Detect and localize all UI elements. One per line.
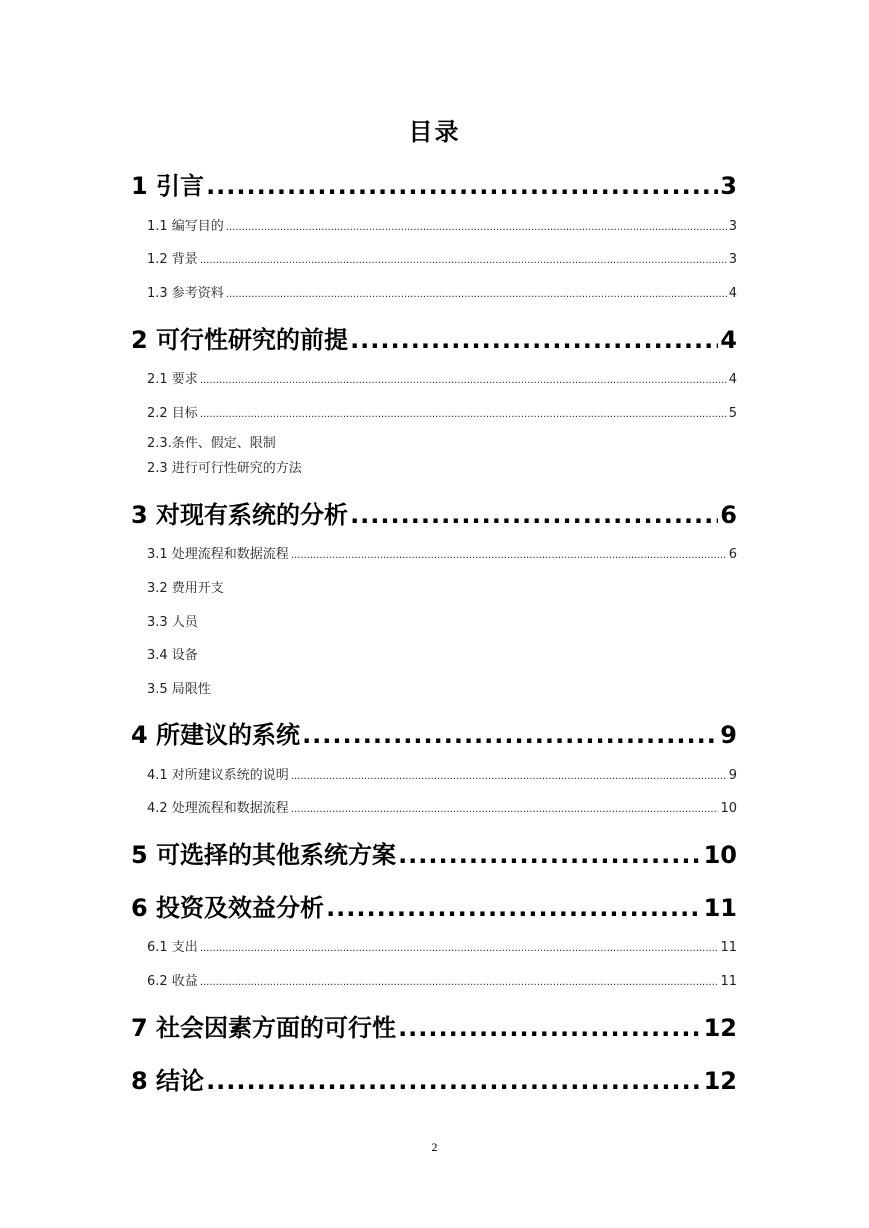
leader-dots bbox=[398, 841, 702, 869]
toc-page: 11 bbox=[720, 940, 737, 955]
leader-dots bbox=[350, 326, 718, 354]
toc-page: 10 bbox=[703, 841, 737, 869]
toc-page: 6 bbox=[720, 501, 737, 529]
toc-label: 1.2 背景 bbox=[147, 252, 198, 267]
toc-entry-3-1[interactable] bbox=[147, 543, 737, 562]
leader-dots bbox=[302, 721, 718, 749]
toc-entry-8[interactable] bbox=[131, 1061, 737, 1096]
leader-dots bbox=[206, 172, 718, 200]
toc-entry-5[interactable] bbox=[131, 835, 737, 870]
leader-dots bbox=[200, 255, 727, 266]
toc-label: 8 结论 bbox=[131, 1067, 205, 1095]
leader-dots bbox=[350, 501, 718, 529]
toc-page: 10 bbox=[720, 801, 737, 816]
toc-entry-2-3[interactable]: 2.3.条件、假定、限制 bbox=[147, 436, 276, 451]
toc-label: 6.1 支出 bbox=[147, 940, 198, 955]
toc-label: 1 引言 bbox=[131, 172, 205, 200]
toc-label: 6.2 收益 bbox=[147, 974, 198, 989]
toc-entry-3-4[interactable]: 3.4 设备 bbox=[147, 648, 198, 663]
toc-page: 9 bbox=[728, 768, 737, 783]
toc-entry-2-4[interactable]: 2.3 进行可行性研究的方法 bbox=[147, 461, 302, 476]
toc-label: 4 所建议的系统 bbox=[131, 721, 301, 749]
toc-label: 1.3 参考资料 bbox=[147, 286, 224, 301]
toc-page: 3 bbox=[720, 172, 737, 200]
toc-entry-4-2[interactable] bbox=[147, 797, 737, 816]
toc-label: 3.1 处理流程和数据流程 bbox=[147, 547, 289, 562]
toc-page: 6 bbox=[728, 547, 737, 562]
toc-entry-6[interactable] bbox=[131, 888, 737, 923]
leader-dots bbox=[291, 771, 727, 782]
toc-page: 11 bbox=[703, 894, 737, 922]
toc-page: 12 bbox=[703, 1067, 737, 1095]
leader-dots bbox=[200, 375, 727, 386]
toc-page: 12 bbox=[703, 1014, 737, 1042]
toc-label: 3 对现有系统的分析 bbox=[131, 501, 349, 529]
toc-entry-4[interactable] bbox=[131, 715, 737, 750]
page-number: 2 bbox=[431, 1140, 438, 1154]
toc-page: 9 bbox=[720, 721, 737, 749]
toc-label: 4.2 处理流程和数据流程 bbox=[147, 801, 289, 816]
toc-label: 7 社会因素方面的可行性 bbox=[131, 1014, 397, 1042]
toc-page: 4 bbox=[728, 286, 737, 301]
toc-page: 4 bbox=[720, 326, 737, 354]
toc-label: 5 可选择的其他系统方案 bbox=[131, 841, 397, 869]
toc-entry-2-2[interactable] bbox=[147, 402, 737, 421]
leader-dots bbox=[206, 1067, 702, 1095]
leader-dots bbox=[291, 804, 719, 815]
leader-dots bbox=[200, 409, 727, 420]
toc-page: 4 bbox=[728, 372, 737, 387]
toc-entry-1-2[interactable] bbox=[147, 248, 737, 267]
toc-page: 3 bbox=[728, 219, 737, 234]
toc-label: 4.1 对所建议系统的说明 bbox=[147, 768, 289, 783]
toc-label: 2 可行性研究的前提 bbox=[131, 326, 349, 354]
toc-entry-1-1[interactable] bbox=[147, 215, 737, 234]
toc-page: 11 bbox=[720, 974, 737, 989]
toc-label: 6 投资及效益分析 bbox=[131, 894, 325, 922]
leader-dots bbox=[226, 289, 727, 300]
leader-dots bbox=[200, 943, 719, 954]
toc-page: 5 bbox=[728, 406, 737, 421]
toc-page: 3 bbox=[728, 252, 737, 267]
leader-dots bbox=[291, 550, 727, 561]
toc-entry-1-3[interactable] bbox=[147, 282, 737, 301]
toc-entry-3[interactable] bbox=[131, 495, 737, 530]
toc-entry-1[interactable] bbox=[131, 166, 737, 201]
toc-entry-3-2[interactable]: 3.2 费用开支 bbox=[147, 581, 224, 596]
toc-entry-6-2[interactable] bbox=[147, 970, 737, 989]
leader-dots bbox=[326, 894, 702, 922]
leader-dots bbox=[226, 222, 727, 233]
toc-title: 目录 bbox=[408, 118, 461, 146]
toc-entry-6-1[interactable] bbox=[147, 936, 737, 955]
toc-label: 1.1 编写目的 bbox=[147, 219, 224, 234]
toc-entry-3-5[interactable]: 3.5 局限性 bbox=[147, 682, 211, 697]
toc-entry-4-1[interactable] bbox=[147, 764, 737, 783]
toc-label: 2.1 要求 bbox=[147, 372, 198, 387]
leader-dots bbox=[398, 1014, 702, 1042]
toc-label: 2.2 目标 bbox=[147, 406, 198, 421]
toc-entry-3-3[interactable]: 3.3 人员 bbox=[147, 615, 198, 630]
toc-entry-2[interactable] bbox=[131, 320, 737, 355]
leader-dots bbox=[200, 977, 719, 988]
toc-entry-7[interactable] bbox=[131, 1008, 737, 1043]
toc-entry-2-1[interactable] bbox=[147, 368, 737, 387]
